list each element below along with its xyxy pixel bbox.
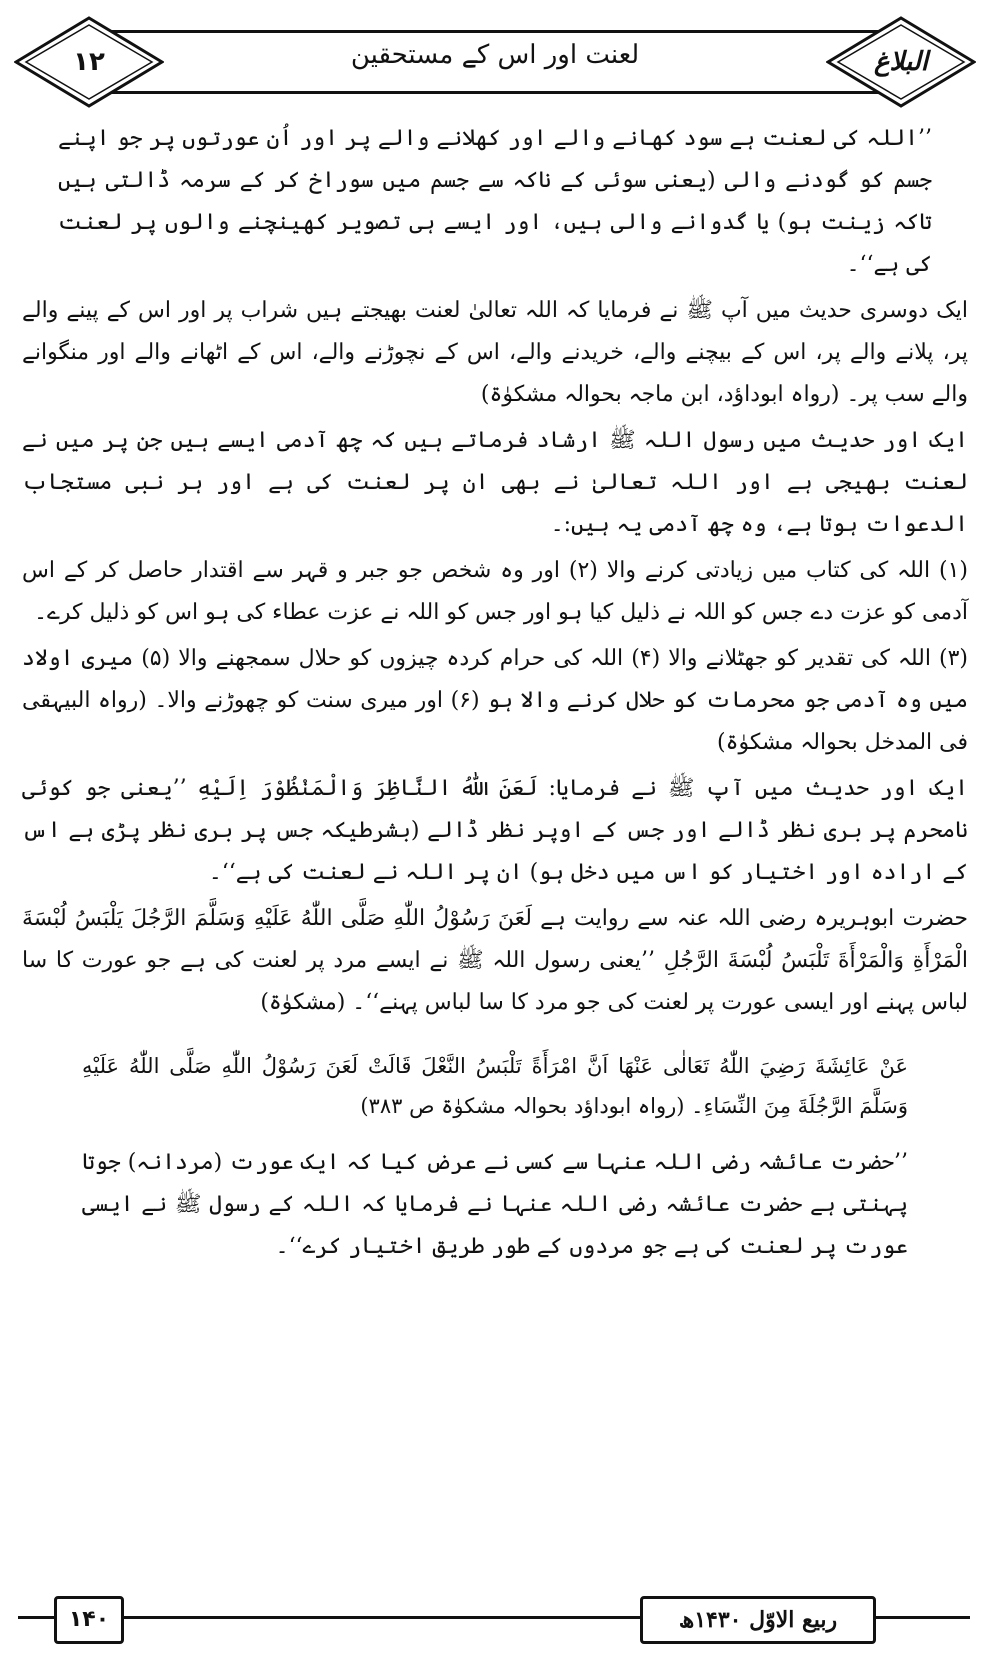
urdu-translation-quote: ’’حضرت عائشہ رضی اللہ عنہا سے کسی نے عرض کیا کہ ایک عورت (مردانہ) جوتا پہنتی ہے حضرت عائشہ رضی اللہ عنہا نے فرمایا کہ اللہ کے رسول ﷺ نے ایسی عورت پر لعنت کی ہے جو مردوں کے طور طریق اختیار کرے‘‘۔ (82, 1150, 908, 1259)
page-footer (0, 1596, 990, 1640)
footer-rule-right (870, 1616, 970, 1619)
header-page-number: ۱۲ (73, 47, 105, 77)
header-rule-bottom (88, 91, 902, 94)
footer-rule-left (18, 1616, 54, 1619)
paragraph-six-persons-1-2: (۱) اللہ کی کتاب میں زیادتی کرنے والا (۲) اور وہ شخص جو جبر و قہر سے اقتدار حاصل کر کے اس آدمی کو عزت دے جس کو اللہ نے ذلیل کیا ہو اور جس کو اللہ نے عزت عطاء کی ہو اس کو ذلیل کرے۔ (22, 558, 968, 625)
magazine-logo-diamond (826, 16, 976, 108)
magazine-logo: البلاغ (873, 47, 929, 77)
paragraph-hadith-tattoo: ’’اللہ کی لعنت ہے سود کھانے والے اور کھلانے والے پر اور اُن عورتوں پر جو اپنے جسم کو گودنے والی (یعنی سوئی کے ناکہ سے جسم میں سوراخ کر کے سرمہ ڈالتی ہیں تاکہ زینت ہو) یا گدوانے والی ہیں، اور ایسے ہی تصویر کھینچنے والوں پر لعنت کی ہے‘‘۔ (58, 126, 932, 277)
paragraph-gaze: ایک اور حدیث میں آپ ﷺ نے فرمایا: لَعَنَ اللّٰهُ النَّاظِرَ وَالْمَنْظُوْرَ اِلَيْهِ ’’یعنی جو کوئی نامحرم پر بری نظر ڈالے اور جس کے اوپر نظر ڈالے (بشرطیکہ جس پر بری نظر پڑی ہے اس کے ارادہ اور اختیار کو اس میں دخل ہو) ان پر اللہ نے لعنت کی ہے‘‘۔ (22, 776, 968, 885)
footer-page-number: ۱۴۰ (54, 1596, 124, 1644)
article-body (22, 118, 968, 1272)
paragraph-six-persons-3-6: (۳) اللہ کی تقدیر کو جھٹلانے والا (۴) اللہ کی حرام کردہ چیزوں کو حلال سمجھنے والا (۵) میری اولاد میں وہ آدمی جو محرمات کو حلال کرنے والا ہو (۶) اور میری سنت کو چھوڑنے والا۔ (رواہ البیہقی فی المدخل بحوالہ مشکوٰۃ) (22, 646, 969, 755)
arabic-hadith-quote: عَنْ عَائِشَةَ رَضِيَ اللّٰهُ تَعَالٰى عَنْهَا اَنَّ امْرَأَةً تَلْبَسُ النَّعْلَ قَالَتْ لَعَنَ رَسُوْلُ اللّٰهِ صَلَّى اللّٰهُ عَلَيْهِ وَسَلَّمَ الرَّجُلَةَ مِنَ النِّسَاءِ۔ (رواہ ابوداؤد بحوالہ مشکوٰۃ ص ۳۸۳) (82, 1054, 908, 1118)
footer-rule-middle (118, 1616, 640, 1619)
running-title: لعنت اور اس کے مستحقین (350, 40, 640, 70)
header-rule-top (88, 30, 902, 33)
header-page-number-diamond (14, 16, 164, 108)
footer-issue-date: ربیع الاوّل ۱۴۳۰ھ (640, 1596, 876, 1644)
paragraph-six-persons-intro: ایک اور حدیث میں رسول اللہ ﷺ ارشاد فرماتے ہیں کہ چھ آدمی ایسے ہیں جن پر میں نے لعنت بھیجی ہے اور اللہ تعالیٰ نے بھی ان پر لعنت کی ہے اور ہر نبی مستجاب الدعوات ہوتا ہے، وہ چھ آدمی یہ ہیں:۔ (22, 428, 968, 537)
paragraph-dress-imitation: حضرت ابوہریرہ رضی اللہ عنہ سے روایت ہے لَعَنَ رَسُوْلُ اللّٰهِ صَلَّى اللّٰهُ عَلَيْهِ وَسَلَّمَ الرَّجُلَ يَلْبَسُ لُبْسَةَ الْمَرْأَةِ وَالْمَرْأَةَ تَلْبَسُ لُبْسَةَ الرَّجُلِ ’’یعنی رسول اللہ ﷺ نے ایسے مرد پر لعنت کی ہے جو عورت کا سا لباس پہنے اور ایسی عورت پر لعنت کی جو مرد کا سا لباس پہنے‘‘۔ (مشکوٰۃ) (22, 906, 968, 1015)
paragraph-wine-curse: ایک دوسری حدیث میں آپ ﷺ نے فرمایا کہ اللہ تعالیٰ لعنت بھیجتے ہیں شراب پر اور اس کے پینے والے پر، پلانے والے پر، اس کے بیچنے والے، خریدنے والے، اس کے نچوڑنے والے، اس کے اٹھانے والے اور منگوانے والے سب پر۔ (رواہ ابوداؤد، ابن ماجہ بحوالہ مشکوٰۃ) (22, 298, 968, 407)
